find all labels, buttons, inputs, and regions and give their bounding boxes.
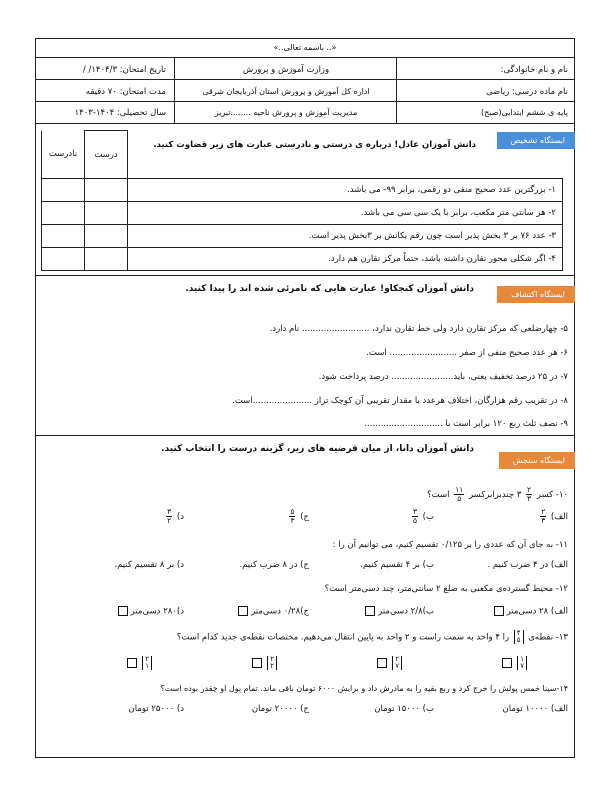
checkbox-icon [502, 658, 512, 668]
question-11-option-b[interactable]: ب) بر ۴ تقسیم کنیم. [360, 560, 434, 570]
department-label: اداره کل آموزش و پرورش استان آذربایجان شرقی [202, 87, 370, 96]
col-false-header: نادرست [42, 131, 85, 179]
section-diagnosis-title: دانش آموزان عادل! درباره ی درستی و نادرستی عبارت های زیر قضاوت کنید. [153, 140, 476, 150]
question-13-stem: ۱۳- نقطه‌ی ۴ ۵ را ۴ واحد به سمت راست و ۲ واحد به پایین انتقال می‌دهیم. مختصات نقطه‌ی جدید کدام است؟ [176, 629, 568, 644]
question-12-option-b[interactable]: ب)۲/۸ دسی‌متر [362, 606, 434, 617]
statement-2: ۲- هر سانتی متر مکعب، برابر با یک سی سی می باشد. [128, 202, 563, 225]
section-discovery [36, 275, 574, 436]
district-label: مدیریت آموزش و پرورش ناحیه ........تبریز [214, 108, 358, 117]
coordinate-vector: ۴ ۵ [514, 630, 524, 644]
answer-false-4[interactable] [42, 248, 85, 271]
school-year-label: سال تحصیلی: ۱۴۰۴-۱۴۰۳ [74, 108, 166, 118]
checkbox-icon [118, 606, 128, 616]
checkbox-icon [252, 658, 262, 668]
question-12-option-a[interactable]: الف) ۲۸ دسی‌متر [491, 606, 568, 617]
answer-true-1[interactable] [85, 179, 128, 202]
section-discovery-title: دانش آموزان کنجکاو! عبارت هایی که نامرئی شده اند را پیدا کنید. [185, 284, 474, 294]
answer-true-2[interactable] [85, 202, 128, 225]
true-false-table [41, 130, 563, 271]
section-discovery-badge: ایستگاه اکتشاف [497, 286, 575, 303]
section-assessment-title: دانش آموزان دانا، از میان فرضیه های زیر، گزینه درست را انتخاب کنید. [161, 444, 474, 454]
fraction-two-thirds: $\frac{۲}{۳}$ [527, 485, 532, 503]
statement-4: ۴- اگر شکلی محور تقارن داشته باشد، حتماً مرکز تقارن هم دارد. [128, 248, 563, 271]
answer-false-2[interactable] [42, 202, 85, 225]
question-11-option-c[interactable]: ج) در ۸ ضرب کنیم. [239, 560, 309, 570]
fill-item-7: ۷- در ۲۵ درصد تخفیف یعنی، باید....................... درصد پرداخت شود. [318, 372, 568, 382]
question-13-option-4[interactable]: ۲ ۱ [124, 656, 154, 670]
question-13-option-1[interactable]: ۱ ۷ [499, 656, 529, 670]
subject-label: نام ماده درسی: ریاضی [485, 87, 568, 97]
question-10-option-d[interactable]: د) $\frac{۳}{۲}$ [167, 507, 184, 525]
question-14-stem: ۱۴-سینا خمس پولش را خرج کرد و ربع بقیه را به مادرش داد و برایش ۶۰۰۰ تومان باقی ماند. تمام پول او چقدر بوده است؟ [160, 684, 568, 693]
question-12-option-d[interactable]: د)۲۸۰ دسی‌متر [115, 606, 184, 617]
section-diagnosis [36, 123, 574, 276]
question-11-option-a[interactable]: الف) در ۴ ضرب کنیم . [487, 560, 568, 570]
duration-label: مدت امتحان: ۷۰ دقیقه [85, 87, 166, 97]
fill-item-9: ۹- نصف ثلث ربع ۱۲۰ برابر است با ............................. [364, 419, 568, 429]
question-14-option-b[interactable]: ب) ۱۵۰۰۰ تومان [374, 704, 434, 714]
student-name-label: نام و نام خانوادگی: [500, 65, 568, 75]
checkbox-icon [494, 606, 504, 616]
question-10-option-a[interactable]: الف) $\frac{۲}{۳}$ [541, 507, 568, 525]
question-10-stem: ۱۰- کسر $\frac{۲}{۳}$ ۳ چندبرابرکسر $\frac{۱۱}{۵}$ است؟ [427, 485, 568, 503]
checkbox-icon [377, 658, 387, 668]
answer-true-3[interactable] [85, 225, 128, 248]
section-assessment [36, 435, 574, 760]
question-14-option-c[interactable]: ج) ۲۰۰۰۰ تومان [251, 704, 309, 714]
exam-date-label: تاریخ امتحان: ۱۴۰۴/۳/ / [82, 65, 166, 75]
statement-3: ۳- عدد ۷۶ بر ۳ بخش پذیر است چون رقم یکانش بر ۳بخش پذیر است. [128, 225, 563, 248]
fill-item-8: ۸- در تقریب رقم هزارگان، اختلاف هرعدد با مقدار تقریبی آن کوچک تراز ......................است. [232, 396, 568, 406]
question-11-option-d[interactable]: د) بر ۸ تقسیم کنیم. [114, 560, 184, 570]
question-13-option-3[interactable]: ۲ ۲ [249, 656, 279, 670]
section-diagnosis-badge: ایستگاه تشخیص [497, 132, 575, 149]
col-true-header: درست [85, 131, 128, 179]
question-11-stem: ۱۱- به جای آن که عددی را بر ۰/۱۲۵ تقسیم کنیم، می توانیم آن را : [332, 540, 568, 550]
fill-item-6: ۶- هر عدد صحیح منفی از صفر ......................... است. [366, 348, 568, 358]
fill-item-5: ۵- چهارضلعی که مرکز تقارن دارد ولی خط تقارن ندارد، ......................... نام دارد. [269, 324, 568, 334]
answer-false-1[interactable] [42, 179, 85, 202]
grade-label: پایه ی ششم ابتدایی(صبح) [480, 108, 568, 117]
header-title-row [36, 39, 574, 58]
header-grid [36, 57, 574, 123]
question-12-option-c[interactable]: ج)۰/۲۸ دسی‌متر [235, 606, 309, 617]
exam-sheet [35, 38, 575, 758]
question-14-option-a[interactable]: الف) ۱۰۰۰۰ تومان [502, 704, 568, 714]
answer-true-4[interactable] [85, 248, 128, 271]
ministry-label: وزارت آموزش و پرورش [242, 65, 330, 75]
section-assessment-badge: ایستگاه سنجش [499, 452, 575, 469]
question-10-option-b[interactable]: ب) $\frac{۳}{۵}$ [412, 507, 434, 525]
checkbox-icon [238, 606, 248, 616]
question-10-option-c[interactable]: ج) $\frac{۵}{۳}$ [290, 507, 309, 525]
question-12-stem: ۱۲- محیط گسترده‌ی مکعبی به ضلع ۲ سانتی‌متر، چند دسی‌متر است؟ [324, 584, 568, 594]
answer-false-3[interactable] [42, 225, 85, 248]
fraction-eleven-fifths: $\frac{۱۱}{۵}$ [455, 485, 464, 503]
question-14-option-d[interactable]: د) ۲۵۰۰۰ تومان [128, 704, 184, 714]
basmala: «.. باسمه تعالی..» [273, 43, 337, 52]
checkbox-icon [365, 606, 375, 616]
question-13-option-2[interactable]: ۲ ۷ [374, 656, 404, 670]
checkbox-icon [127, 658, 137, 668]
statement-1: ۱- بزرگترین عدد صحیح منفی دو رقمی، برابر ۹۹- می باشد. [128, 179, 563, 202]
